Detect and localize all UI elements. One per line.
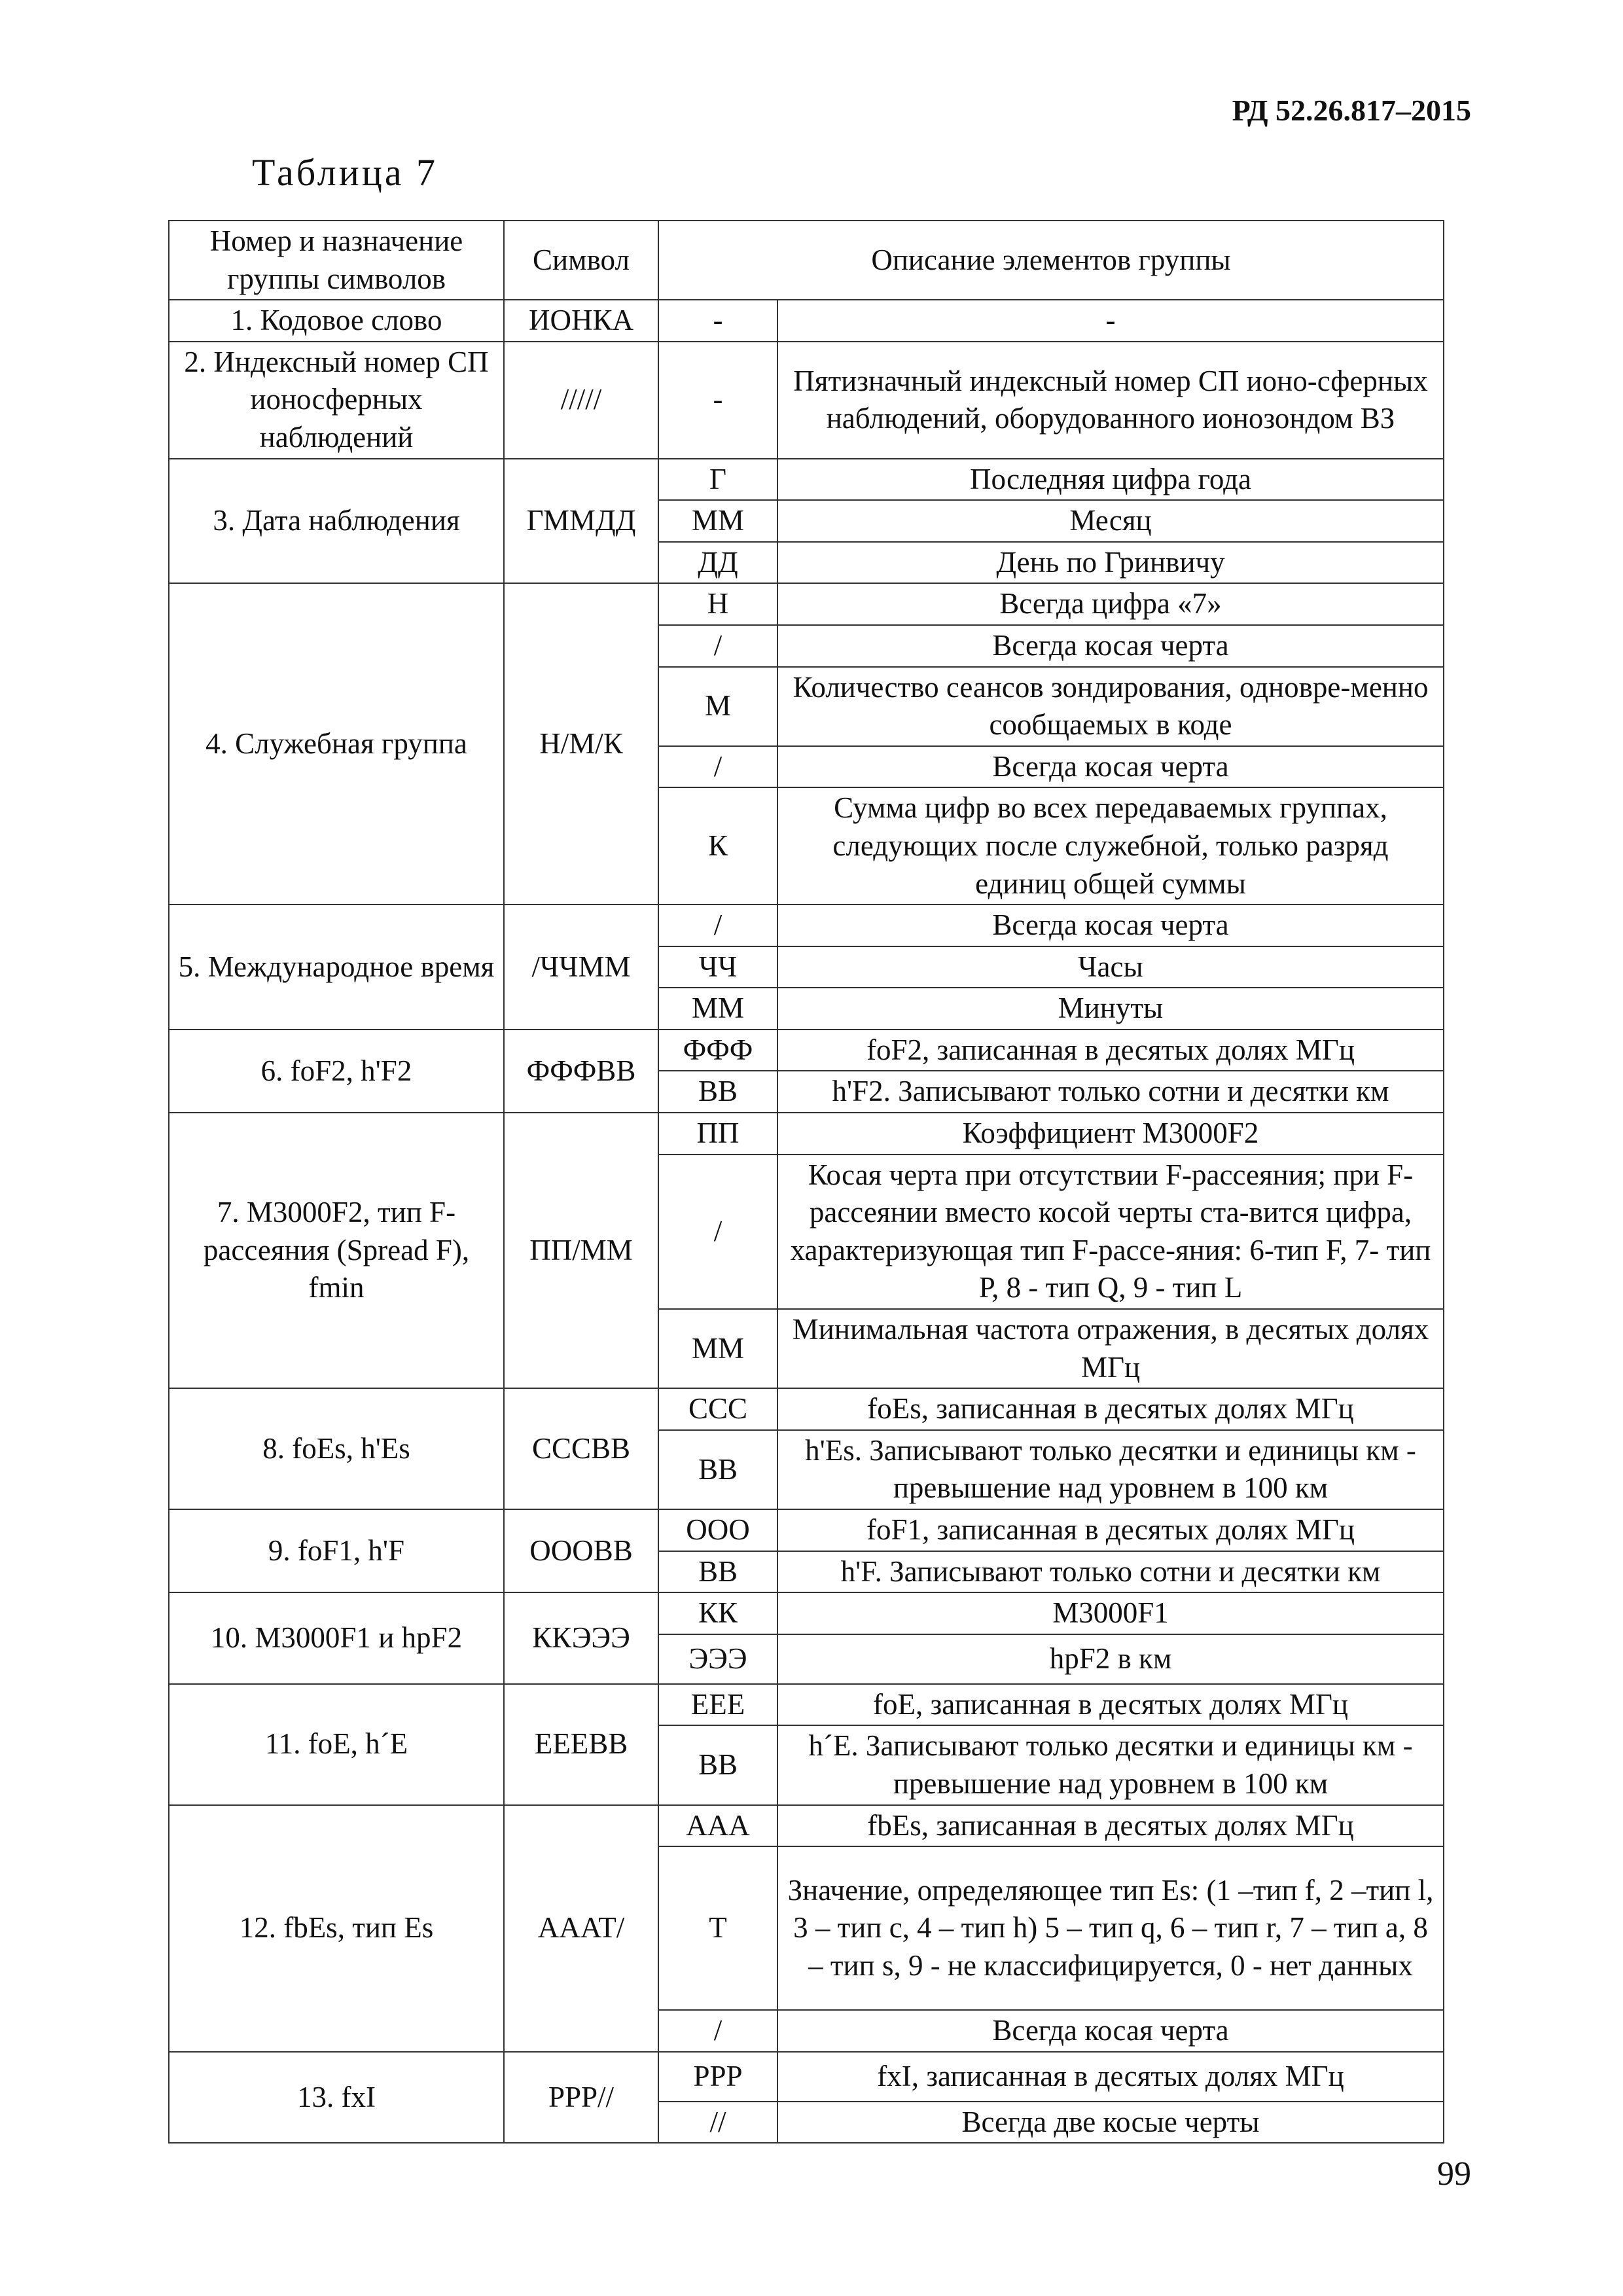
element-cell: Г [658,459,777,501]
group-cell: 7. М3000F2, тип F-рассеяния (Spread F), fmin [169,1113,504,1388]
description-cell: Последняя цифра года [777,459,1444,501]
symbol-cell: СССВВ [504,1388,658,1509]
table-row [169,905,1444,946]
description-cell: - [777,300,1444,342]
header-group: Номер и назначение группы символов [169,221,504,300]
element-cell: EEE [658,1684,777,1726]
header-symbol: Символ [504,221,658,300]
description-cell: fbEs, записанная в десятых долях МГц [777,1805,1444,1847]
description-cell: hpF2 в км [777,1634,1444,1684]
table-row [169,1030,1444,1071]
symbol-cell: EEEBB [504,1684,658,1805]
table-row [169,342,1444,459]
group-cell: 13. fxI [169,2052,504,2144]
element-cell: Н [658,583,777,625]
table-row [169,1509,1444,1551]
description-cell: Всегда две косые черты [777,2102,1444,2144]
element-cell: / [658,746,777,788]
element-cell: ВВ [658,1725,777,1804]
description-cell: День по Гринвичу [777,542,1444,584]
description-cell: Всегда косая черта [777,905,1444,946]
description-cell: М3000F1 [777,1592,1444,1634]
symbol-cell: ФФФВВ [504,1030,658,1113]
element-cell: ССС [658,1388,777,1430]
description-cell: Косая черта при отсутствии F-рассеяния; при F-рассеянии вместо косой черты ста-вится цифра, характеризующая тип F-рассе-яния: 6-тип F, 7- тип Р, 8 - тип Q, 9 - тип L [777,1155,1444,1309]
description-cell: Всегда косая черта [777,2010,1444,2052]
element-cell: КК [658,1592,777,1634]
table-row [169,1684,1444,1726]
table-row [169,1388,1444,1430]
symbol-cell: ПП/ММ [504,1113,658,1388]
element-cell: Т [658,1846,777,2010]
element-cell: AAA [658,1805,777,1847]
group-cell: 1. Кодовое слово [169,300,504,342]
element-cell: ЧЧ [658,946,777,988]
element-cell: // [658,2102,777,2144]
description-cell: Минимальная частота отражения, в десятых долях МГц [777,1309,1444,1388]
element-cell: / [658,905,777,946]
description-cell: Сумма цифр во всех передаваемых группах, следующих после служебной, только разряд единиц общей суммы [777,787,1444,905]
element-cell: - [658,300,777,342]
table-row [169,459,1444,501]
table-row [169,2052,1444,2102]
element-cell: К [658,787,777,905]
description-cell: h'F. Записывают только сотни и десятки км [777,1551,1444,1593]
description-cell: Всегда косая черта [777,746,1444,788]
element-cell: М [658,667,777,746]
element-cell: ММ [658,500,777,542]
element-cell: ВВ [658,1551,777,1593]
description-cell: foEs, записанная в десятых долях МГц [777,1388,1444,1430]
element-cell: ФФФ [658,1030,777,1071]
table-row [169,300,1444,342]
element-cell: ДД [658,542,777,584]
group-cell: 6. foF2, h'F2 [169,1030,504,1113]
description-cell: Пятизначный индексный номер СП ионо-сферных наблюдений, оборудованного ионозондом ВЗ [777,342,1444,459]
description-cell: Коэффициент М3000F2 [777,1113,1444,1155]
symbol-cell: ///// [504,342,658,459]
description-cell: Часы [777,946,1444,988]
description-cell: foE, записанная в десятых долях МГц [777,1684,1444,1726]
group-cell: 10. М3000F1 и hpF2 [169,1592,504,1684]
symbol-cell: ИОНКА [504,300,658,342]
group-cell: 3. Дата наблюдения [169,459,504,584]
symbol-cell: /ЧЧММ [504,905,658,1030]
header-row [169,221,1444,300]
element-cell: ПП [658,1113,777,1155]
description-cell: foF1, записанная в десятых долях МГц [777,1509,1444,1551]
table-caption: Таблица 7 [252,151,438,194]
description-cell: Минуты [777,988,1444,1030]
element-cell: ВВ [658,1071,777,1113]
element-cell: / [658,1155,777,1309]
symbol-cell: ГММДД [504,459,658,584]
group-cell: 8. foEs, h'Es [169,1388,504,1509]
group-cell: 11. foE, h´E [169,1684,504,1805]
document-code: РД 52.26.817–2015 [1232,94,1471,127]
element-cell: PPP [658,2052,777,2102]
description-cell: Месяц [777,500,1444,542]
element-cell: ВВ [658,1430,777,1509]
element-cell: ЭЭЭ [658,1634,777,1684]
symbol-cell: ККЭЭЭ [504,1592,658,1684]
description-cell: Всегда косая черта [777,625,1444,667]
element-cell: / [658,625,777,667]
description-cell: h'Es. Записывают только десятки и единицы км - превышение над уровнем в 100 км [777,1430,1444,1509]
description-cell: foF2, записанная в десятых долях МГц [777,1030,1444,1071]
description-cell: h'F2. Записывают только сотни и десятки км [777,1071,1444,1113]
header-description: Описание элементов группы [658,221,1444,300]
symbol-cell: PPP// [504,2052,658,2144]
group-cell: 9. foF1, h'F [169,1509,504,1592]
element-cell: ММ [658,988,777,1030]
element-cell: - [658,342,777,459]
group-cell: 5. Международное время [169,905,504,1030]
table-row [169,1113,1444,1155]
description-cell: Количество сеансов зондирования, одновре-менно сообщаемых в коде [777,667,1444,746]
element-cell: / [658,2010,777,2052]
group-cell: 12. fbEs, тип Es [169,1805,504,2052]
table-row [169,583,1444,625]
description-cell: fxI, записанная в десятых долях МГц [777,2052,1444,2102]
symbol-groups-table [168,220,1444,2144]
symbol-cell: OOOBB [504,1509,658,1592]
description-cell: Всегда цифра «7» [777,583,1444,625]
group-cell: 4. Служебная группа [169,583,504,905]
table-row [169,1592,1444,1634]
group-cell: 2. Индексный номер СП ионосферных наблюдений [169,342,504,459]
page-number: 99 [1437,2155,1471,2193]
table-row [169,1805,1444,1847]
element-cell: ММ [658,1309,777,1388]
symbol-cell: Н/М/К [504,583,658,905]
description-cell: Значение, определяющее тип Es: (1 –тип f, 2 –тип l, 3 – тип c, 4 – тип h) 5 – тип q, 6 – тип r, 7 – тип a, 8 – тип s, 9 - не классифицируется, 0 - нет данных [777,1846,1444,2010]
description-cell: h´E. Записывают только десятки и единицы км - превышение над уровнем в 100 км [777,1725,1444,1804]
symbol-cell: AAAT/ [504,1805,658,2052]
element-cell: OOO [658,1509,777,1551]
